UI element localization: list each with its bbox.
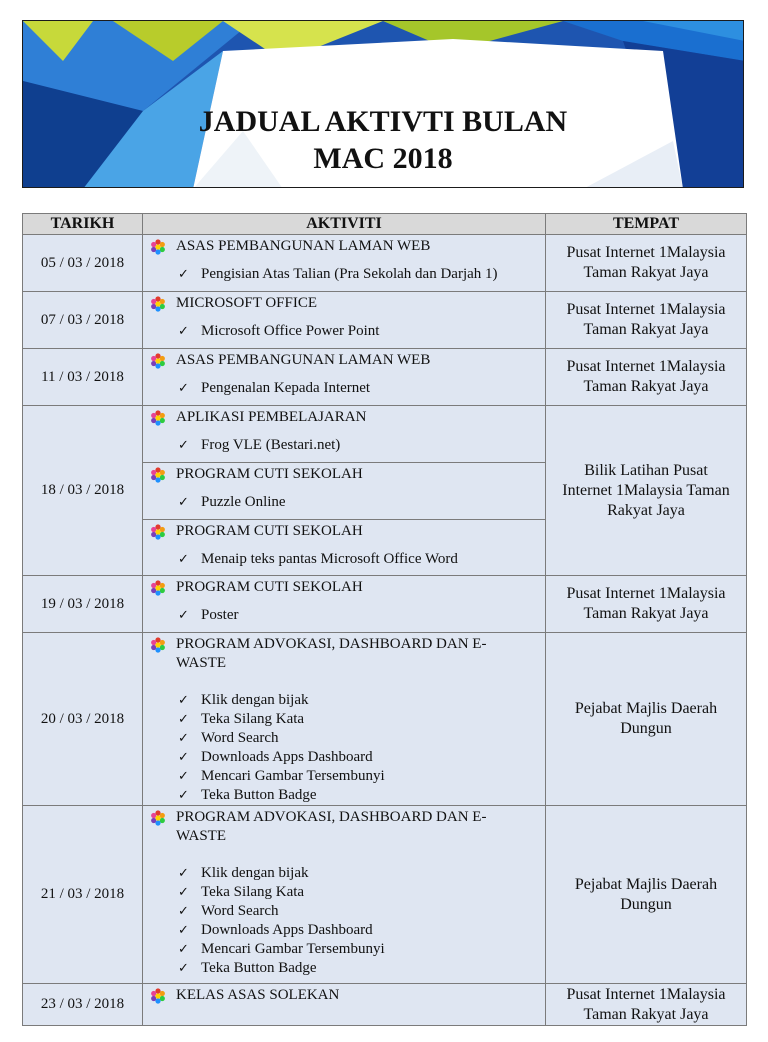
table-row (23, 633, 747, 806)
activity-block (143, 806, 545, 978)
colorful-bullet-icon (150, 637, 166, 653)
activity-heading-line: PROGRAM CUTI SEKOLAH (176, 579, 363, 595)
date-cell: 07 / 03 / 2018 (23, 292, 143, 349)
activity-item-label: Teka Button Badge (201, 787, 317, 803)
place-line: Taman Rakyat Jaya (583, 321, 709, 338)
activity-cell (143, 806, 546, 984)
activity-block (143, 462, 545, 519)
activity-item-list (176, 322, 537, 341)
checkmark-icon: ✓ (178, 923, 189, 938)
title-banner (22, 20, 744, 188)
activity-item-label: Mencari Gambar Tersembunyi (201, 768, 385, 784)
header-row (23, 214, 747, 235)
activity-item (176, 921, 537, 940)
place-line: Taman Rakyat Jaya (583, 1005, 709, 1023)
activity-block (143, 576, 545, 625)
checkmark-icon: ✓ (178, 750, 189, 765)
colorful-bullet-icon (150, 810, 166, 826)
activity-block (143, 235, 545, 284)
checkmark-icon: ✓ (178, 942, 189, 957)
place-line: Taman Rakyat Jaya (583, 264, 709, 281)
checkmark-icon: ✓ (178, 712, 189, 727)
activity-item-label: Klik dengan bijak (201, 865, 309, 881)
activity-block (143, 984, 545, 1005)
checkmark-icon: ✓ (178, 381, 189, 396)
colorful-bullet-icon (150, 580, 166, 596)
activity-item (176, 883, 537, 902)
place-line: Pejabat Majlis Daerah (574, 700, 718, 717)
place-line: Pusat Internet 1Malaysia (566, 585, 726, 602)
activity-block (143, 519, 545, 575)
colorful-bullet-icon (150, 988, 166, 1004)
activity-item-list (176, 493, 537, 512)
activity-cell (143, 576, 546, 633)
activity-item-label: Downloads Apps Dashboard (201, 749, 373, 765)
activity-item (176, 710, 537, 729)
checkmark-icon: ✓ (178, 769, 189, 784)
activity-item (176, 322, 537, 341)
activity-item-label: Teka Silang Kata (201, 884, 305, 900)
colorful-bullet-icon (150, 410, 166, 426)
activity-cell (143, 235, 546, 292)
table-row (23, 235, 747, 292)
colorful-bullet-icon (150, 239, 166, 255)
activity-heading (176, 635, 537, 673)
place-line: Taman Rakyat Jaya (583, 378, 709, 395)
date-cell: 21 / 03 / 2018 (23, 806, 143, 984)
activity-heading (176, 351, 537, 370)
activity-item-label: Mencari Gambar Tersembunyi (201, 941, 385, 957)
activity-heading (176, 986, 537, 1005)
activity-item-label: Klik dengan bijak (201, 692, 309, 708)
schedule-table (22, 213, 747, 1026)
activity-item-list (176, 550, 537, 569)
place-cell (546, 576, 747, 633)
activity-item-label: Frog VLE (Bestari.net) (201, 437, 341, 453)
activity-item-label: Word Search (201, 903, 279, 919)
activity-heading-line: ASAS PEMBANGUNAN LAMAN WEB (176, 352, 431, 368)
activity-cell (143, 349, 546, 406)
activity-heading (176, 522, 537, 541)
activity-item-list (176, 606, 537, 625)
activity-item (176, 550, 537, 569)
activity-heading-line: MICROSOFT OFFICE (176, 295, 318, 311)
place-line: Pusat Internet 1Malaysia (566, 301, 726, 318)
activity-item-label: Puzzle Online (201, 494, 286, 510)
activity-item (176, 767, 537, 786)
activity-item-list (176, 436, 537, 455)
table-row (23, 292, 747, 349)
header-tarikh: TARIKH (23, 214, 143, 235)
place-line: Taman Rakyat Jaya (583, 605, 709, 622)
activity-heading (176, 237, 537, 256)
activity-item-label: Microsoft Office Power Point (201, 323, 380, 339)
activity-item (176, 729, 537, 748)
place-line: Dungun (620, 895, 672, 913)
place-cell (546, 235, 747, 292)
place-cell (546, 806, 747, 984)
activity-heading-line: PROGRAM CUTI SEKOLAH (176, 466, 363, 482)
checkmark-icon: ✓ (178, 324, 189, 339)
colorful-bullet-icon (150, 467, 166, 483)
activity-block (143, 633, 545, 805)
activity-item (176, 748, 537, 767)
activity-item-list (176, 265, 537, 284)
header-aktiviti: AKTIVITI (143, 214, 546, 235)
activity-item-list (176, 864, 537, 978)
date-cell: 19 / 03 / 2018 (23, 576, 143, 633)
colorful-bullet-icon (150, 353, 166, 369)
checkmark-icon: ✓ (178, 788, 189, 803)
activity-item-label: Poster (201, 607, 239, 623)
activity-block (143, 292, 545, 341)
checkmark-icon: ✓ (178, 552, 189, 567)
table-row (23, 984, 747, 1026)
activity-heading-line: WASTE (176, 828, 226, 844)
activity-item (176, 864, 537, 883)
title-line-2: MAC 2018 (313, 142, 453, 175)
place-line: Pusat Internet 1Malaysia (566, 244, 726, 261)
activity-heading (176, 578, 537, 597)
activity-cell (143, 633, 546, 806)
activity-item-list (176, 691, 537, 805)
activity-heading-line: APLIKASI PEMBELAJARAN (176, 409, 367, 425)
checkmark-icon: ✓ (178, 904, 189, 919)
title-line-1: JADUAL AKTIVTI BULAN (198, 105, 568, 138)
activity-item-label: Teka Silang Kata (201, 711, 305, 727)
place-cell (546, 349, 747, 406)
activity-heading (176, 294, 537, 313)
activity-item (176, 959, 537, 978)
date-cell: 23 / 03 / 2018 (23, 984, 143, 1026)
place-cell (546, 984, 747, 1026)
activity-cell (143, 984, 546, 1026)
activity-item (176, 691, 537, 710)
activity-item-label: Word Search (201, 730, 279, 746)
activity-block (143, 406, 545, 462)
activity-item (176, 940, 537, 959)
place-line: Pusat Internet 1Malaysia (566, 358, 726, 375)
checkmark-icon: ✓ (178, 885, 189, 900)
activity-heading (176, 808, 537, 846)
activity-block (143, 349, 545, 398)
page-title (23, 103, 743, 177)
table-row (23, 576, 747, 633)
activity-heading-line: PROGRAM CUTI SEKOLAH (176, 523, 363, 539)
activity-item (176, 265, 537, 284)
activity-item (176, 379, 537, 398)
colorful-bullet-icon (150, 524, 166, 540)
activity-item (176, 436, 537, 455)
activity-heading-line: KELAS ASAS SOLEKAN (176, 987, 340, 1003)
place-cell (546, 292, 747, 349)
date-cell: 18 / 03 / 2018 (23, 406, 143, 576)
activity-heading-line: PROGRAM ADVOKASI, DASHBOARD DAN E- (176, 636, 487, 652)
checkmark-icon: ✓ (178, 267, 189, 282)
place-cell (546, 406, 747, 576)
place-line: Dungun (620, 720, 672, 737)
activity-heading-line: WASTE (176, 655, 226, 671)
checkmark-icon: ✓ (178, 608, 189, 623)
activity-item-label: Teka Button Badge (201, 960, 317, 976)
activity-item-label: Menaip teks pantas Microsoft Office Word (201, 551, 458, 567)
activity-heading (176, 408, 537, 427)
activity-item (176, 786, 537, 805)
activity-item (176, 902, 537, 921)
place-line: Bilik Latihan Pusat (584, 461, 708, 479)
activity-item-label: Pengisian Atas Talian (Pra Sekolah dan Darjah 1) (201, 266, 498, 282)
header-tempat: TEMPAT (546, 214, 747, 235)
place-line: Rakyat Jaya (607, 501, 685, 519)
place-line: Pusat Internet 1Malaysia (566, 985, 726, 1003)
date-cell: 20 / 03 / 2018 (23, 633, 143, 806)
activity-heading-line: ASAS PEMBANGUNAN LAMAN WEB (176, 238, 431, 254)
date-cell: 05 / 03 / 2018 (23, 235, 143, 292)
checkmark-icon: ✓ (178, 961, 189, 976)
activity-cell (143, 406, 546, 576)
activity-item (176, 606, 537, 625)
place-cell (546, 633, 747, 806)
date-cell: 11 / 03 / 2018 (23, 349, 143, 406)
activity-heading-line: PROGRAM ADVOKASI, DASHBOARD DAN E- (176, 809, 487, 825)
checkmark-icon: ✓ (178, 731, 189, 746)
activity-item-label: Pengenalan Kepada Internet (201, 380, 371, 396)
activity-cell (143, 292, 546, 349)
checkmark-icon: ✓ (178, 866, 189, 881)
place-line: Pejabat Majlis Daerah (574, 875, 718, 893)
table-row (23, 806, 747, 984)
activity-item-list (176, 379, 537, 398)
table-row (23, 349, 747, 406)
checkmark-icon: ✓ (178, 495, 189, 510)
activity-heading (176, 465, 537, 484)
activity-item-label: Downloads Apps Dashboard (201, 922, 373, 938)
checkmark-icon: ✓ (178, 438, 189, 453)
activity-item (176, 493, 537, 512)
colorful-bullet-icon (150, 296, 166, 312)
checkmark-icon: ✓ (178, 693, 189, 708)
place-line: Internet 1Malaysia Taman (562, 481, 730, 499)
table-row (23, 406, 747, 576)
